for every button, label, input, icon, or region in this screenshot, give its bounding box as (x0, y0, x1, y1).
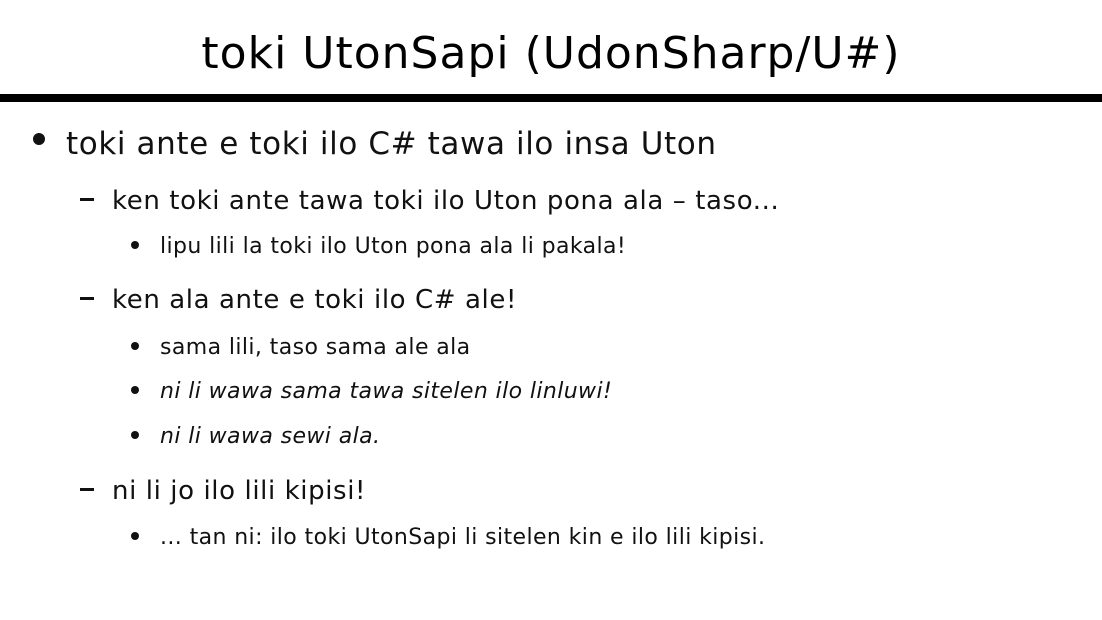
slide-title: toki UtonSapi (UdonSharp/U#) (201, 28, 901, 79)
bullet-text: ken ala ante e toki ilo C# ale! (112, 285, 517, 315)
bullet-dot-icon (131, 342, 139, 350)
bullet-text: lipu lili la toki ilo Uton pona ala li pakala! (160, 234, 627, 259)
title-divider (0, 94, 1102, 102)
bullet-text: ... tan ni: ilo toki UtonSapi li sitelen kin e ilo lili kipisi. (160, 525, 766, 550)
bullet-dot-icon (131, 431, 139, 439)
bullet-text: sama lili, taso sama ale ala (160, 335, 471, 360)
bullet-text: ken toki ante tawa toki ilo Uton pona ala – taso... (112, 186, 780, 216)
bullet-dot-icon (131, 241, 139, 249)
bullet-text: toki ante e toki ilo C# tawa ilo insa Uton (66, 126, 717, 162)
bullet-text: ni li wawa sewi ala. (160, 424, 381, 449)
bullet-dot-icon (33, 133, 45, 145)
bullet-dash-icon (80, 297, 94, 300)
bullet-dot-icon (131, 386, 139, 394)
bullet-dot-icon (131, 532, 139, 540)
bullet-text: ni li wawa sama tawa sitelen ilo linluwi! (160, 379, 613, 404)
bullet-dash-icon (80, 488, 94, 491)
bullet-text: ni li jo ilo lili kipisi! (112, 476, 367, 506)
bullet-dash-icon (80, 198, 94, 201)
